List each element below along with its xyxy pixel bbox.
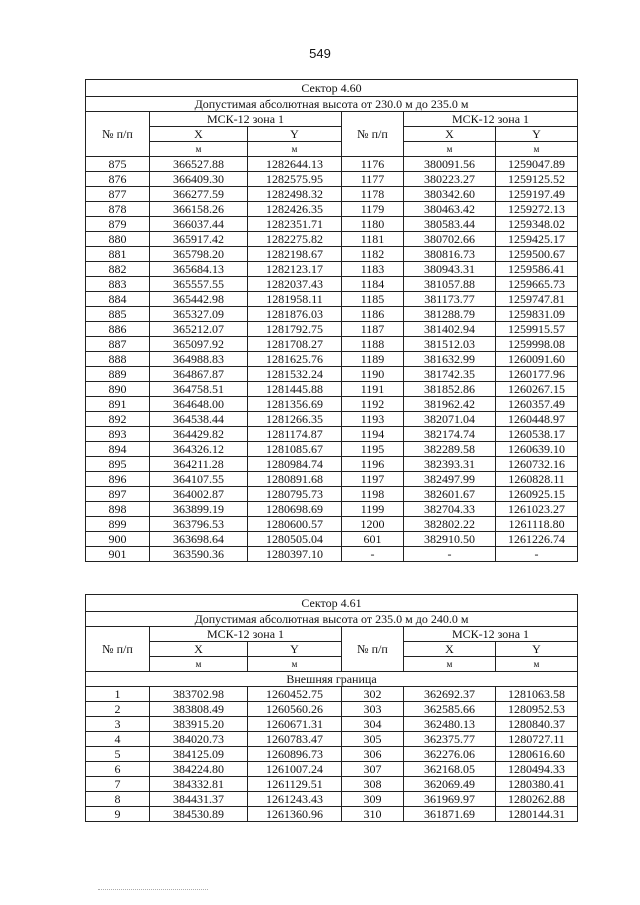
table-cell: 1282275.82 [248, 232, 342, 247]
table-cell: 1280891.68 [248, 472, 342, 487]
table-cell: 362168.05 [404, 762, 496, 777]
table-cell: 890 [86, 382, 150, 397]
table-cell: 1280144.31 [496, 807, 578, 822]
table-cell: 901 [86, 547, 150, 562]
table-cell: 1280262.88 [496, 792, 578, 807]
table-cell: 305 [342, 732, 404, 747]
table-cell: 1190 [342, 367, 404, 382]
page-number: 549 [309, 46, 331, 61]
table-cell: 1260671.31 [248, 717, 342, 732]
x-header-right: X [404, 127, 496, 142]
table-cell: 1282426.35 [248, 202, 342, 217]
table-cell: 875 [86, 157, 150, 172]
table-row [86, 157, 578, 172]
table-row [86, 517, 578, 532]
table-row [86, 717, 578, 732]
table-cell: 383915.20 [150, 717, 248, 732]
table-cell: 1282644.13 [248, 157, 342, 172]
table-cell: 364867.87 [150, 367, 248, 382]
table-cell: 380702.66 [404, 232, 496, 247]
table-cell: 883 [86, 277, 150, 292]
table-row [86, 367, 578, 382]
table-cell: 1260732.16 [496, 457, 578, 472]
table-cell: 1282498.32 [248, 187, 342, 202]
table-cell: 382393.31 [404, 457, 496, 472]
table-cell: 382601.67 [404, 487, 496, 502]
table-cell: 1261007.24 [248, 762, 342, 777]
table-cell: 1259665.73 [496, 277, 578, 292]
table-cell: 877 [86, 187, 150, 202]
table-cell: 1186 [342, 307, 404, 322]
table-cell: 1281085.67 [248, 442, 342, 457]
table-cell: 381173.77 [404, 292, 496, 307]
y-unit-left: м [248, 657, 342, 672]
sector-title: Сектор 4.60 [86, 80, 578, 97]
table-cell: - [496, 547, 578, 562]
table-cell: 362375.77 [404, 732, 496, 747]
table-cell: 876 [86, 172, 150, 187]
table-cell: 1281532.24 [248, 367, 342, 382]
table-cell: 601 [342, 532, 404, 547]
table-cell: 303 [342, 702, 404, 717]
table-cell: 380583.44 [404, 217, 496, 232]
table-cell: 383702.98 [150, 687, 248, 702]
table-cell: 894 [86, 442, 150, 457]
table-cell: 364988.83 [150, 352, 248, 367]
table-cell: 1260828.11 [496, 472, 578, 487]
table-cell: 1281063.58 [496, 687, 578, 702]
table-cell: 365327.09 [150, 307, 248, 322]
y-header-left: Y [248, 642, 342, 657]
table-cell: 364107.55 [150, 472, 248, 487]
x-unit-left: м [150, 142, 248, 157]
table-cell: 1280616.60 [496, 747, 578, 762]
table-cell: 302 [342, 687, 404, 702]
table-cell: 384332.81 [150, 777, 248, 792]
table-cell: 364211.28 [150, 457, 248, 472]
table-row [86, 792, 578, 807]
table-cell: 1199 [342, 502, 404, 517]
table-cell: 1260538.17 [496, 427, 578, 442]
table-row [86, 202, 578, 217]
table-cell: 1259348.02 [496, 217, 578, 232]
table-cell: 363590.36 [150, 547, 248, 562]
table-cell: 1281876.03 [248, 307, 342, 322]
x-unit-left: м [150, 657, 248, 672]
x-header-left: X [150, 127, 248, 142]
table-row [86, 687, 578, 702]
table-cell: 884 [86, 292, 150, 307]
table-cell: 1281445.88 [248, 382, 342, 397]
boundary-label: Внешняя граница [86, 672, 578, 687]
table-cell: 1192 [342, 397, 404, 412]
table-cell: 1259047.89 [496, 157, 578, 172]
height-range: Допустимая абсолютная высота от 235.0 м до 240.0 м [86, 612, 578, 627]
table-cell: 1185 [342, 292, 404, 307]
table-cell: 384431.37 [150, 792, 248, 807]
table-cell: 365917.42 [150, 232, 248, 247]
table-cell: 364326.12 [150, 442, 248, 457]
table-cell: 896 [86, 472, 150, 487]
table-cell: 1182 [342, 247, 404, 262]
table-cell: 382071.04 [404, 412, 496, 427]
table-cell: 1280397.10 [248, 547, 342, 562]
table-row [86, 762, 578, 777]
table-row [86, 702, 578, 717]
table-cell: 310 [342, 807, 404, 822]
table-cell: 6 [86, 762, 150, 777]
y-header-right: Y [496, 127, 578, 142]
table-cell: 365798.20 [150, 247, 248, 262]
table-cell: 1260452.75 [248, 687, 342, 702]
table-row [86, 547, 578, 562]
table-cell: 893 [86, 427, 150, 442]
table-cell: 364648.00 [150, 397, 248, 412]
table-cell: 1280380.41 [496, 777, 578, 792]
table-cell: 362692.37 [404, 687, 496, 702]
table-cell: 1260896.73 [248, 747, 342, 762]
table-row [86, 442, 578, 457]
x-unit-right: м [404, 657, 496, 672]
table-cell: 4 [86, 732, 150, 747]
table-cell: 1282037.43 [248, 277, 342, 292]
table-cell: 1259197.49 [496, 187, 578, 202]
table-cell: 1281174.87 [248, 427, 342, 442]
table-cell: 366409.30 [150, 172, 248, 187]
table-cell: 1184 [342, 277, 404, 292]
table-cell: 383808.49 [150, 702, 248, 717]
table-cell: 381632.99 [404, 352, 496, 367]
table-row [86, 262, 578, 277]
table-cell: 363796.53 [150, 517, 248, 532]
table-cell: 1260091.60 [496, 352, 578, 367]
table-cell: 1259125.52 [496, 172, 578, 187]
table-cell: 362585.66 [404, 702, 496, 717]
table-cell: 362480.13 [404, 717, 496, 732]
table-cell: 1280727.11 [496, 732, 578, 747]
x-header-left: X [150, 642, 248, 657]
table-cell: 895 [86, 457, 150, 472]
table-cell: 1178 [342, 187, 404, 202]
table-row [86, 217, 578, 232]
table-cell: 1193 [342, 412, 404, 427]
table-cell: 1282198.67 [248, 247, 342, 262]
table-cell: 1281625.76 [248, 352, 342, 367]
table-cell: 382704.33 [404, 502, 496, 517]
table-cell: 1 [86, 687, 150, 702]
x-unit-right: м [404, 142, 496, 157]
table-cell: 380091.56 [404, 157, 496, 172]
zone-header-right: МСК-12 зона 1 [404, 627, 578, 642]
table-cell: 1280698.69 [248, 502, 342, 517]
table-row [86, 322, 578, 337]
table-cell: 1196 [342, 457, 404, 472]
table-cell: 363698.64 [150, 532, 248, 547]
y-header-left: Y [248, 127, 342, 142]
table-cell: 365557.55 [150, 277, 248, 292]
x-header-right: X [404, 642, 496, 657]
table-cell: 1259425.17 [496, 232, 578, 247]
table-cell: 382497.99 [404, 472, 496, 487]
table-row [86, 187, 578, 202]
table-cell: 364429.82 [150, 427, 248, 442]
table-cell: 2 [86, 702, 150, 717]
table-cell: 362069.49 [404, 777, 496, 792]
table-cell: 1280600.57 [248, 517, 342, 532]
table-cell: 1259747.81 [496, 292, 578, 307]
table-cell: 1260177.96 [496, 367, 578, 382]
table-cell: 1282351.71 [248, 217, 342, 232]
table-cell: 1194 [342, 427, 404, 442]
table-cell: 1200 [342, 517, 404, 532]
table-cell: 1280952.53 [496, 702, 578, 717]
table-cell: 1261360.96 [248, 807, 342, 822]
table-cell: 1179 [342, 202, 404, 217]
table-cell: 362276.06 [404, 747, 496, 762]
table-cell: 7 [86, 777, 150, 792]
table-row [86, 382, 578, 397]
table-row [86, 232, 578, 247]
table-cell: 892 [86, 412, 150, 427]
table-cell: 361969.97 [404, 792, 496, 807]
table-cell: 1259500.67 [496, 247, 578, 262]
table-cell: 1176 [342, 157, 404, 172]
table-cell: 365097.92 [150, 337, 248, 352]
table-cell: 1280795.73 [248, 487, 342, 502]
table-cell: 380342.60 [404, 187, 496, 202]
zone-header-left: МСК-12 зона 1 [150, 112, 342, 127]
table-cell: 878 [86, 202, 150, 217]
table-cell: 1281356.69 [248, 397, 342, 412]
table-cell: 365212.07 [150, 322, 248, 337]
y-unit-right: м [496, 142, 578, 157]
table-cell: 306 [342, 747, 404, 762]
table-cell: - [342, 547, 404, 562]
table-cell: 1261023.27 [496, 502, 578, 517]
table-row [86, 352, 578, 367]
sector-4-61-table [85, 594, 578, 822]
height-range: Допустимая абсолютная высота от 230.0 м до 235.0 м [86, 97, 578, 112]
table-row [86, 292, 578, 307]
table-cell: 1177 [342, 172, 404, 187]
sector-title: Сектор 4.61 [86, 595, 578, 612]
table-cell: 365442.98 [150, 292, 248, 307]
table-cell: 1187 [342, 322, 404, 337]
table-cell: 9 [86, 807, 150, 822]
table-cell: 307 [342, 762, 404, 777]
table-cell: 1280494.33 [496, 762, 578, 777]
footer-dotted-rule [98, 889, 208, 890]
table-cell: 364002.87 [150, 487, 248, 502]
table-cell: 384224.80 [150, 762, 248, 777]
table-row [86, 427, 578, 442]
table-cell: 382802.22 [404, 517, 496, 532]
table-cell: 1259586.41 [496, 262, 578, 277]
table-cell: 1189 [342, 352, 404, 367]
table-row [86, 397, 578, 412]
table-cell: 891 [86, 397, 150, 412]
table-cell: 881 [86, 247, 150, 262]
table-cell: 882 [86, 262, 150, 277]
table-cell: 900 [86, 532, 150, 547]
zone-header-right: МСК-12 зона 1 [404, 112, 578, 127]
y-header-right: Y [496, 642, 578, 657]
table-cell: 365684.13 [150, 262, 248, 277]
table-row [86, 807, 578, 822]
table-cell: 381512.03 [404, 337, 496, 352]
table-row [86, 502, 578, 517]
table-cell: 5 [86, 747, 150, 762]
table-cell: 1260357.49 [496, 397, 578, 412]
table-cell: 1260639.10 [496, 442, 578, 457]
table-cell: 380943.31 [404, 262, 496, 277]
n-header-right: № п/п [342, 627, 404, 672]
n-header-left: № п/п [86, 112, 150, 157]
table-row [86, 412, 578, 427]
table-cell: 1259998.08 [496, 337, 578, 352]
table-cell: 1281792.75 [248, 322, 342, 337]
table-cell: 1260925.15 [496, 487, 578, 502]
table-cell: 304 [342, 717, 404, 732]
table-cell: 384125.09 [150, 747, 248, 762]
table-row [86, 247, 578, 262]
y-unit-right: м [496, 657, 578, 672]
table-cell: 366277.59 [150, 187, 248, 202]
table-cell: 381852.86 [404, 382, 496, 397]
table-cell: 380463.42 [404, 202, 496, 217]
table-cell: 380223.27 [404, 172, 496, 187]
table-row [86, 337, 578, 352]
table-cell: 1260783.47 [248, 732, 342, 747]
table-row [86, 747, 578, 762]
table-row [86, 307, 578, 322]
table-cell: 1188 [342, 337, 404, 352]
table-cell: 381057.88 [404, 277, 496, 292]
table-cell: - [404, 547, 496, 562]
table-cell: 1260448.97 [496, 412, 578, 427]
table-cell: 8 [86, 792, 150, 807]
table-cell: 1280505.04 [248, 532, 342, 547]
table-cell: 885 [86, 307, 150, 322]
table-cell: 879 [86, 217, 150, 232]
table-cell: 880 [86, 232, 150, 247]
table-cell: 384020.73 [150, 732, 248, 747]
table-cell: 1198 [342, 487, 404, 502]
table-cell: 364758.51 [150, 382, 248, 397]
table-cell: 1261226.74 [496, 532, 578, 547]
n-header-right: № п/п [342, 112, 404, 157]
sector-4-60-table [85, 79, 578, 562]
table-cell: 889 [86, 367, 150, 382]
table-cell: 1260267.15 [496, 382, 578, 397]
table-cell: 1261129.51 [248, 777, 342, 792]
table-cell: 899 [86, 517, 150, 532]
table-cell: 309 [342, 792, 404, 807]
table-cell: 897 [86, 487, 150, 502]
table-row [86, 277, 578, 292]
table-cell: 1282575.95 [248, 172, 342, 187]
table-cell: 1259915.57 [496, 322, 578, 337]
table-cell: 1181 [342, 232, 404, 247]
table-cell: 1280984.74 [248, 457, 342, 472]
table-cell: 366037.44 [150, 217, 248, 232]
table-cell: 380816.73 [404, 247, 496, 262]
table-cell: 1191 [342, 382, 404, 397]
y-unit-left: м [248, 142, 342, 157]
table-row [86, 487, 578, 502]
table-cell: 1282123.17 [248, 262, 342, 277]
table-cell: 363899.19 [150, 502, 248, 517]
table-cell: 888 [86, 352, 150, 367]
table-cell: 1261243.43 [248, 792, 342, 807]
table-cell: 898 [86, 502, 150, 517]
table-row [86, 472, 578, 487]
table-cell: 1281958.11 [248, 292, 342, 307]
zone-header-left: МСК-12 зона 1 [150, 627, 342, 642]
table-cell: 366158.26 [150, 202, 248, 217]
table-cell: 1259272.13 [496, 202, 578, 217]
table-row [86, 732, 578, 747]
table-row [86, 777, 578, 792]
table-row [86, 457, 578, 472]
table-cell: 1259831.09 [496, 307, 578, 322]
table-cell: 384530.89 [150, 807, 248, 822]
table-cell: 1281708.27 [248, 337, 342, 352]
table-cell: 381742.35 [404, 367, 496, 382]
table-cell: 381402.94 [404, 322, 496, 337]
table-cell: 887 [86, 337, 150, 352]
table-cell: 1260560.26 [248, 702, 342, 717]
n-header-left: № п/п [86, 627, 150, 672]
table-cell: 382289.58 [404, 442, 496, 457]
table-row [86, 532, 578, 547]
table-cell: 308 [342, 777, 404, 792]
table-cell: 1281266.35 [248, 412, 342, 427]
table-cell: 1180 [342, 217, 404, 232]
table-cell: 382174.74 [404, 427, 496, 442]
table-cell: 3 [86, 717, 150, 732]
table-cell: 1183 [342, 262, 404, 277]
table-cell: 361871.69 [404, 807, 496, 822]
table-cell: 1261118.80 [496, 517, 578, 532]
table-cell: 1197 [342, 472, 404, 487]
table-cell: 381962.42 [404, 397, 496, 412]
table-cell: 366527.88 [150, 157, 248, 172]
table-cell: 1195 [342, 442, 404, 457]
table-row [86, 172, 578, 187]
table-cell: 382910.50 [404, 532, 496, 547]
table-cell: 886 [86, 322, 150, 337]
table-cell: 364538.44 [150, 412, 248, 427]
table-cell: 1280840.37 [496, 717, 578, 732]
table-cell: 381288.79 [404, 307, 496, 322]
